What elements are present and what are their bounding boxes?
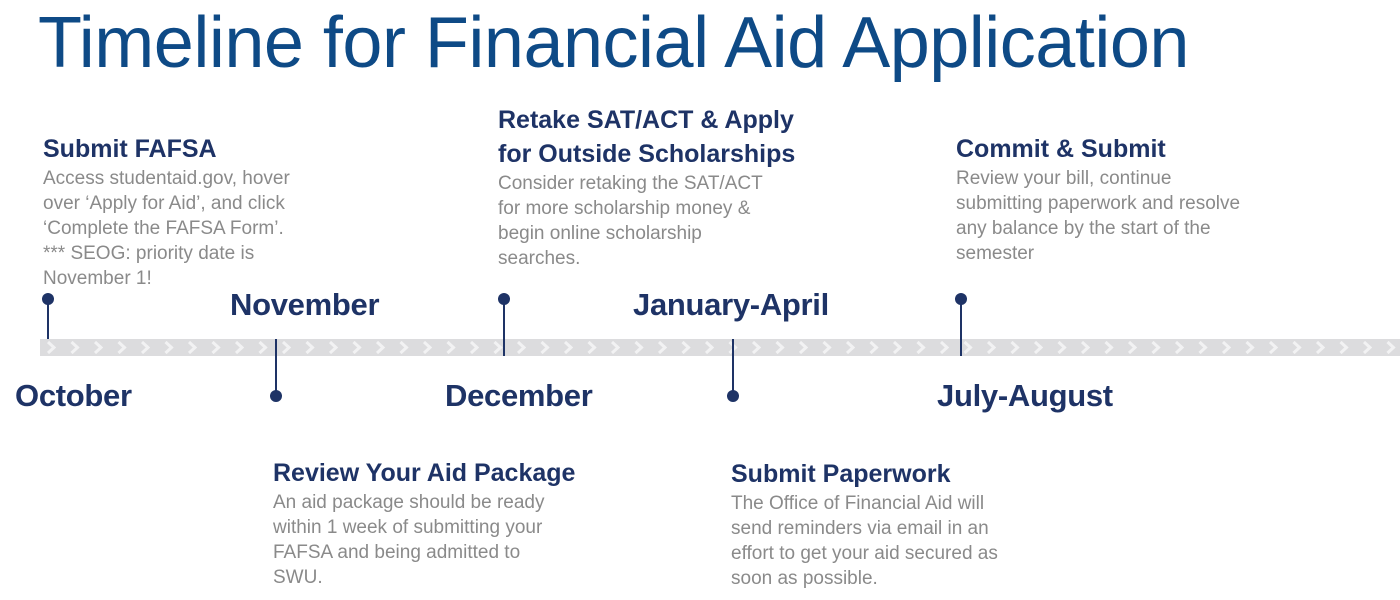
event-retake-sat-act	[498, 103, 795, 271]
track-chevron	[706, 342, 712, 353]
event-description-line: send reminders via email in an	[731, 518, 989, 539]
event-description-line: for more scholarship money &	[498, 198, 751, 219]
track-chevron	[871, 342, 877, 353]
event-description-line: Review your bill, continue	[956, 168, 1172, 189]
track-chevron	[542, 342, 548, 353]
track-chevron	[800, 342, 806, 353]
event-description-line: semester	[956, 243, 1035, 264]
month-label-july-august: July-August	[937, 378, 1113, 413]
event-heading: Review Your Aid Package	[273, 459, 576, 487]
event-description-line: effort to get your aid secured as	[731, 543, 998, 564]
track-chevron	[918, 342, 924, 353]
track-chevron	[213, 342, 219, 353]
track-chevron	[1223, 342, 1229, 353]
event-description-line: SWU.	[273, 567, 323, 588]
event-description-line: searches.	[498, 248, 581, 269]
october-marker-dot	[42, 293, 54, 305]
track-chevron	[1364, 342, 1370, 353]
track-chevron	[988, 342, 994, 353]
october-marker-stem	[47, 299, 49, 339]
event-heading: Submit FAFSA	[43, 135, 217, 163]
track-chevron	[236, 342, 242, 353]
track-chevron	[659, 342, 665, 353]
event-description-line: Access studentaid.gov, hover	[43, 168, 290, 189]
track-chevron	[1294, 342, 1300, 353]
track-chevron	[1035, 342, 1041, 353]
track-chevron	[683, 342, 689, 353]
july-august-marker-stem	[960, 299, 962, 356]
event-description-line: An aid package should be ready	[273, 492, 545, 513]
event-description-line: FAFSA and being admitted to	[273, 542, 521, 563]
track-chevron	[824, 342, 830, 353]
track-chevron	[401, 342, 407, 353]
event-commit-submit	[956, 132, 1240, 266]
track-chevron	[1270, 342, 1276, 353]
event-description-line: within 1 week of submitting your	[273, 517, 543, 538]
track-chevron	[1341, 342, 1347, 353]
track-chevron	[565, 342, 571, 353]
month-label-october: October	[15, 378, 132, 413]
track-chevron	[518, 342, 524, 353]
december-marker-stem	[503, 299, 505, 356]
month-label-january-april: January-April	[633, 287, 829, 322]
track-chevron	[189, 342, 195, 353]
event-heading-line: Retake SAT/ACT & Apply	[498, 106, 794, 134]
july-august-marker-dot	[955, 293, 967, 305]
track-chevron	[119, 342, 125, 353]
event-description-line: November 1!	[43, 268, 152, 289]
track-chevron	[589, 342, 595, 353]
event-description-line: *** SEOG: priority date is	[43, 243, 255, 264]
event-description-line: begin online scholarship	[498, 223, 702, 244]
event-submit-paperwork	[731, 457, 998, 591]
track-chevron	[1200, 342, 1206, 353]
january-april-marker-dot	[727, 390, 739, 402]
track-chevron	[753, 342, 759, 353]
track-chevron	[1317, 342, 1323, 353]
track-chevron	[260, 342, 266, 353]
track-chevron	[1059, 342, 1065, 353]
track-chevron	[471, 342, 477, 353]
january-april-marker-stem	[732, 339, 734, 396]
track-chevron	[424, 342, 430, 353]
event-heading: Commit & Submit	[956, 135, 1166, 163]
track-chevron	[1176, 342, 1182, 353]
track-chevron	[307, 342, 313, 353]
track-chevron	[95, 342, 101, 353]
track-chevron	[1012, 342, 1018, 353]
track-chevron	[377, 342, 383, 353]
month-label-december: December	[445, 378, 593, 413]
track-chevron	[1129, 342, 1135, 353]
timeline-chevrons	[40, 339, 1400, 356]
track-chevron	[448, 342, 454, 353]
track-chevron	[495, 342, 501, 353]
november-marker-stem	[275, 339, 277, 396]
event-review-aid-package	[273, 456, 575, 590]
track-chevron	[636, 342, 642, 353]
track-chevron	[941, 342, 947, 353]
track-chevron	[72, 342, 78, 353]
track-chevron	[354, 342, 360, 353]
track-chevron	[847, 342, 853, 353]
track-chevron	[1082, 342, 1088, 353]
track-chevron	[330, 342, 336, 353]
event-heading-line: for Outside Scholarships	[498, 140, 796, 168]
december-marker-dot	[498, 293, 510, 305]
track-chevron	[1153, 342, 1159, 353]
november-marker-dot	[270, 390, 282, 402]
event-description-line: soon as possible.	[731, 568, 878, 589]
event-description-line: The Office of Financial Aid will	[731, 493, 985, 514]
event-description-line: over ‘Apply for Aid’, and click	[43, 193, 285, 214]
track-chevron	[1247, 342, 1253, 353]
track-chevron	[142, 342, 148, 353]
track-chevron	[1388, 342, 1394, 353]
track-chevron	[166, 342, 172, 353]
track-chevron	[965, 342, 971, 353]
month-label-november: November	[230, 287, 380, 322]
track-chevron	[1106, 342, 1112, 353]
track-chevron	[48, 342, 54, 353]
timeline-track	[40, 339, 1400, 356]
event-submit-fafsa	[43, 132, 290, 291]
event-description-line: submitting paperwork and resolve	[956, 193, 1241, 214]
track-chevron	[283, 342, 289, 353]
event-heading: Submit Paperwork	[731, 460, 951, 488]
track-chevron	[894, 342, 900, 353]
event-description-line: ‘Complete the FAFSA Form’.	[43, 218, 284, 239]
track-chevron	[777, 342, 783, 353]
page-title: Timeline for Financial Aid Application	[38, 3, 1189, 83]
track-chevron	[612, 342, 618, 353]
event-description-line: Consider retaking the SAT/ACT	[498, 173, 763, 194]
event-description-line: any balance by the start of the	[956, 218, 1211, 239]
